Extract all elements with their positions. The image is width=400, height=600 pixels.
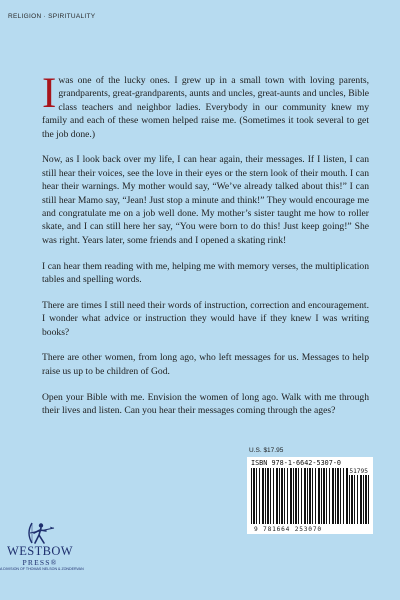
publisher-division: A DIVISION OF THOMAS NELSON & ZONDERVAN [0,567,84,571]
paragraph-1-text: was one of the lucky ones. I grew up in a small town with loving parents, grandparents, great-grandparents, aunts and uncles, great-aunts and uncles, Bible class teachers and neighbor ladies. Everybody in our community knew my family and each of these women helped raise me. (Sometimes it took several to get the job done.) [42,75,369,140]
paragraph-4: There are times I still need their words of instruction, correction and encouragement. I wonder what advice or instruction they would have if they knew I was writing books? [42,299,369,338]
back-cover-text [42,70,369,430]
publisher-logo [0,521,84,591]
paragraph-2: Now, as I look back over my life, I can hear again, their messages. If I listen, I can still hear their voices, see the love in their eyes or the stern look of their mouth. I can hear their warnings. My mother would say, “We’ve already talked about this!” I can still hear Mamo say, “Jean! Just stop a minute and think!” They would encourage me and congratulate me on a job well done. My mother’s sister taught me how to roller skate, and I can still here her say, “You were born to do this! Just keep going!” She was right. Years later, some friends and I opened a skating rink! [42,154,369,246]
paragraph-3: I can hear them reading with me, helping me with memory verses, the multiplication tables and spelling words. [42,260,369,286]
barcode-area [247,447,373,533]
barcode-number: 9 781664 253070 [254,526,322,533]
category-label: RELIGION · SPIRITUALITY [8,13,96,20]
paragraph-6: Open your Bible with me. Envision the women of long ago. Walk with me through their lives and listen. Can you hear their messages coming through the ages? [42,391,369,417]
barcode [247,457,373,534]
publisher-press: PRESS® [22,558,58,567]
publisher-name: WESTBOW [7,544,73,558]
paragraph-1 [42,70,369,141]
price-label: U.S. $17.95 [249,447,284,454]
drop-cap: I [42,70,57,117]
barcode-bars [251,468,369,524]
barcode-price-code: 51795 [349,468,368,475]
archer-icon [23,521,57,545]
isbn-label: ISBN 978-1-6642-5307-0 [251,459,342,467]
paragraph-5: There are other women, from long ago, who left messages for us. Messages to help raise us up to be children of God. [42,352,369,377]
